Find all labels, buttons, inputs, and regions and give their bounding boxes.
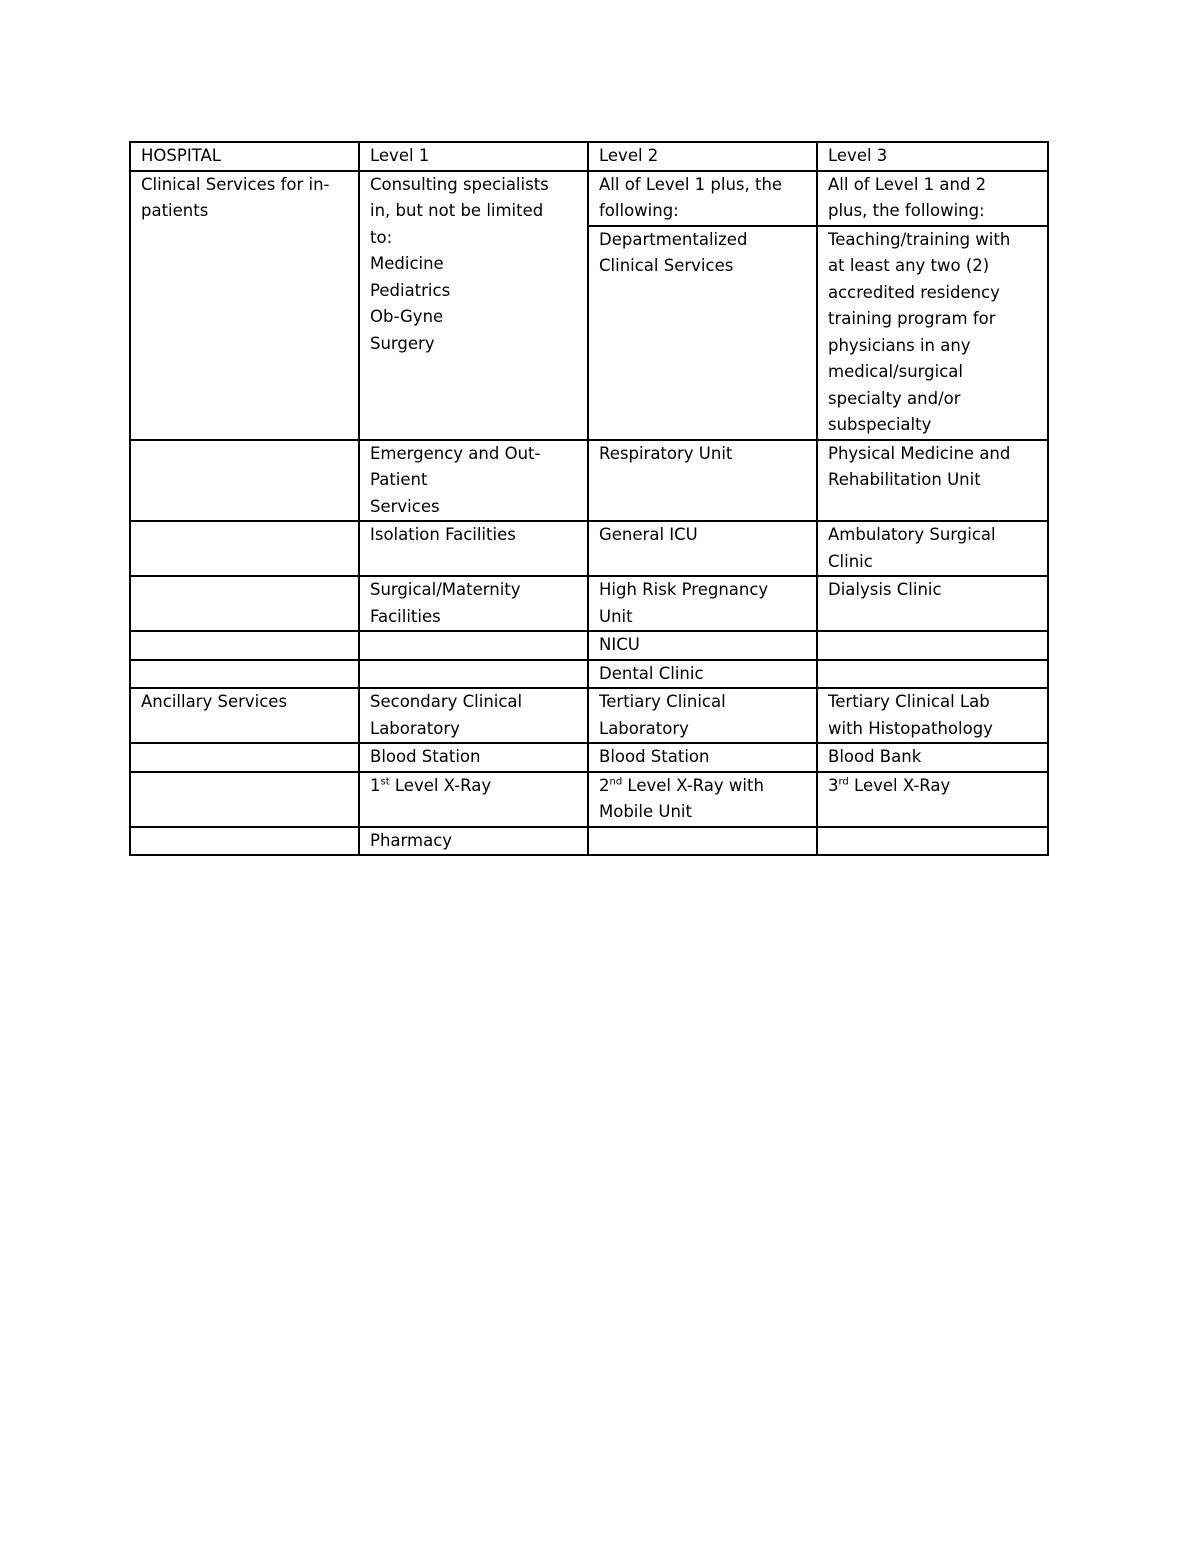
header-cell-level-3: Level 3 — [817, 142, 1048, 171]
xray-level-1-number: 1 — [370, 775, 381, 795]
table-cell — [130, 743, 359, 772]
table-cell: Respiratory Unit — [588, 440, 817, 522]
table-row — [130, 521, 1048, 576]
table-cell: Ambulatory Surgical Clinic — [817, 521, 1048, 576]
table-row — [130, 772, 1048, 827]
table-cell — [130, 772, 359, 827]
table-cell: Departmentalized Clinical Services — [588, 226, 817, 440]
table-cell: Emergency and Out- Patient Services — [359, 440, 588, 522]
table-cell — [130, 827, 359, 856]
header-cell-level-2: Level 2 — [588, 142, 817, 171]
table-row — [130, 576, 1048, 631]
table-cell — [130, 631, 359, 660]
table-cell — [130, 576, 359, 631]
xray-level-2-text: Level X-Ray with Mobile Unit — [599, 775, 764, 821]
xray-level-3-text: Level X-Ray — [848, 775, 951, 795]
table-cell: All of Level 1 and 2 plus, the following: — [817, 171, 1048, 226]
xray-level-2-number: 2 — [599, 775, 610, 795]
table-cell: Pharmacy — [359, 827, 588, 856]
table-cell: Surgical/Maternity Facilities — [359, 576, 588, 631]
table-row — [130, 171, 1048, 226]
table-cell: Blood Station — [588, 743, 817, 772]
xray-level-2-ordinal: nd — [609, 776, 623, 787]
xray-level-3-number: 3 — [828, 775, 839, 795]
table-row — [130, 743, 1048, 772]
table-cell: Blood Station — [359, 743, 588, 772]
table-header-row — [130, 142, 1048, 171]
table-cell — [359, 660, 588, 689]
table-cell — [130, 440, 359, 522]
table-cell: Physical Medicine and Rehabilitation Unit — [817, 440, 1048, 522]
xray-level-3-ordinal: rd — [838, 776, 849, 787]
table-cell: Dialysis Clinic — [817, 576, 1048, 631]
table-cell: Consulting specialists in, but not be limited to: Medicine Pediatrics Ob-Gyne Surgery — [359, 171, 588, 440]
table-row — [130, 827, 1048, 856]
table-cell — [817, 660, 1048, 689]
xray-level-1-text: Level X-Ray — [389, 775, 492, 795]
table-row — [130, 688, 1048, 743]
table-cell — [130, 521, 359, 576]
table-cell: Dental Clinic — [588, 660, 817, 689]
table-cell: Tertiary Clinical Laboratory — [588, 688, 817, 743]
header-cell-hospital: HOSPITAL — [130, 142, 359, 171]
table-cell: NICU — [588, 631, 817, 660]
table-cell: Isolation Facilities — [359, 521, 588, 576]
table-cell — [817, 827, 1048, 856]
xray-level-1-ordinal: st — [380, 776, 390, 787]
table-cell — [588, 772, 817, 827]
table-cell — [588, 827, 817, 856]
table-cell: Teaching/training with at least any two (2) accredited residency training program for physicians in any medical/surgical specialty and/or subspecialty — [817, 226, 1048, 440]
table-cell: Tertiary Clinical Lab with Histopathology — [817, 688, 1048, 743]
hospital-levels-table — [129, 141, 1049, 856]
header-cell-level-1: Level 1 — [359, 142, 588, 171]
category-cell-clinical-services: Clinical Services for in- patients — [130, 171, 359, 440]
table-cell — [359, 772, 588, 827]
table-cell — [130, 660, 359, 689]
table-cell — [817, 631, 1048, 660]
table-cell: Blood Bank — [817, 743, 1048, 772]
table-row — [130, 631, 1048, 660]
table-cell: General ICU — [588, 521, 817, 576]
table-row — [130, 660, 1048, 689]
table-cell: Secondary Clinical Laboratory — [359, 688, 588, 743]
table-cell: High Risk Pregnancy Unit — [588, 576, 817, 631]
table-cell — [359, 631, 588, 660]
category-cell-ancillary-services: Ancillary Services — [130, 688, 359, 743]
table-cell: All of Level 1 plus, the following: — [588, 171, 817, 226]
table-row — [130, 440, 1048, 522]
table-cell — [817, 772, 1048, 827]
